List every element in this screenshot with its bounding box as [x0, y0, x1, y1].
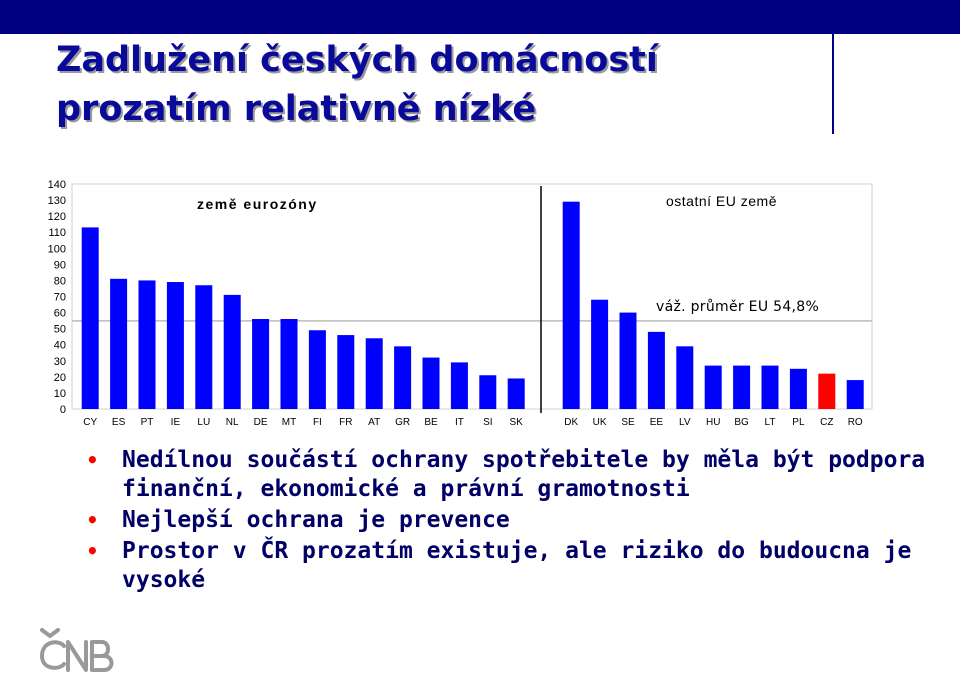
y-tick-label: 50	[53, 323, 66, 336]
household-debt-bar-chart	[0, 170, 900, 436]
group-label-eurozone: země eurozóny	[197, 196, 318, 212]
bar-cz	[818, 374, 835, 409]
bar-si	[479, 375, 496, 409]
bar-sk	[508, 378, 525, 409]
y-tick-label: 90	[53, 259, 66, 272]
bar-lt	[762, 366, 779, 409]
slide-title-line-2: prozatím relativně nízké	[56, 89, 537, 129]
x-tick-label: DK	[564, 417, 579, 428]
x-tick-label: BE	[424, 417, 438, 428]
bullet-item	[86, 506, 946, 535]
bar-dk	[563, 202, 580, 409]
x-tick-label: SK	[509, 417, 523, 428]
x-tick-label: LU	[197, 417, 211, 428]
x-tick-label: LT	[764, 417, 776, 428]
bar-cy	[82, 227, 99, 409]
top-banner	[0, 0, 960, 34]
x-tick-label: CZ	[820, 417, 834, 428]
bar-gr	[394, 346, 411, 409]
y-tick-label: 10	[53, 387, 66, 400]
bar-lu	[195, 285, 212, 409]
bar-bg	[733, 366, 750, 409]
bar-fi	[309, 330, 326, 409]
plot-area	[72, 184, 872, 409]
bullet-dot-icon: •	[86, 448, 99, 472]
y-tick-label: 60	[53, 307, 66, 320]
x-tick-label: GR	[395, 417, 411, 428]
cnb-logo-icon	[36, 626, 118, 674]
banner-accent-line	[832, 34, 834, 134]
x-tick-label: EE	[649, 417, 664, 428]
y-tick-label: 20	[53, 371, 66, 384]
bar-hu	[705, 366, 722, 409]
bar-ee	[648, 332, 665, 409]
bar-pt	[139, 280, 156, 409]
bar-nl	[224, 295, 241, 409]
x-tick-label: FR	[339, 417, 353, 428]
bar-es	[110, 279, 127, 409]
x-tick-label: FI	[312, 417, 322, 428]
y-tick-label: 130	[47, 195, 66, 208]
bar-ie	[167, 282, 184, 409]
slide-title	[56, 36, 826, 134]
x-tick-label: ES	[111, 417, 126, 428]
bar-at	[366, 338, 383, 409]
x-tick-label: PL	[792, 417, 805, 428]
x-tick-label: RO	[847, 417, 863, 428]
bar-pl	[790, 369, 807, 409]
x-tick-label: LV	[679, 417, 691, 428]
x-tick-label: AT	[368, 417, 381, 428]
y-tick-label: 80	[53, 275, 66, 288]
x-tick-label: BG	[734, 417, 749, 428]
x-tick-label: DE	[253, 417, 268, 428]
y-tick-label: 30	[53, 355, 66, 368]
bar-fr	[337, 335, 354, 409]
x-tick-label: UK	[592, 417, 607, 428]
x-tick-label: NL	[225, 417, 239, 428]
y-tick-label: 40	[53, 339, 66, 352]
bullet-dot-icon: •	[86, 539, 99, 563]
bar-mt	[281, 319, 298, 409]
bullet-list	[86, 446, 946, 597]
x-tick-label: PT	[140, 417, 154, 428]
y-tick-label: 0	[59, 404, 66, 416]
x-tick-label: MT	[281, 417, 297, 428]
y-tick-label: 120	[47, 211, 66, 224]
x-tick-label: HU	[705, 417, 721, 428]
bullet-dot-icon: •	[86, 508, 99, 532]
x-tick-label: IE	[170, 417, 181, 428]
bar-ro	[847, 380, 864, 409]
bar-it	[451, 362, 468, 409]
bullet-text: Nedílnou součástí ochrany spotřebitele by měla být podpora finanční, ekonomické a právní gramotnosti	[122, 447, 926, 502]
bullet-text: Nejlepší ochrana je prevence	[122, 507, 510, 533]
y-tick-label: 140	[47, 179, 66, 191]
x-tick-label: CY	[83, 417, 98, 428]
x-tick-label: SE	[621, 417, 635, 428]
slide-title-line-1: Zadlužení českých domácností	[56, 40, 658, 80]
bullet-item	[86, 446, 946, 504]
y-tick-label: 110	[48, 227, 66, 240]
x-tick-label: SI	[483, 417, 493, 428]
bar-de	[252, 319, 269, 409]
y-tick-label: 100	[47, 243, 66, 256]
group-label-other-eu: ostatní EU země	[666, 193, 777, 209]
y-tick-label: 70	[53, 291, 66, 304]
bar-se	[620, 313, 637, 409]
bar-be	[423, 358, 440, 409]
x-tick-label: IT	[454, 417, 464, 428]
bar-lv	[676, 346, 693, 409]
bullet-item	[86, 537, 946, 595]
bullet-text: Prostor v ČR prozatím existuje, ale riziko do budoucna je vysoké	[122, 538, 912, 593]
eu-average-label: váž. průměr EU 54,8%	[656, 299, 820, 315]
bar-uk	[591, 300, 608, 409]
